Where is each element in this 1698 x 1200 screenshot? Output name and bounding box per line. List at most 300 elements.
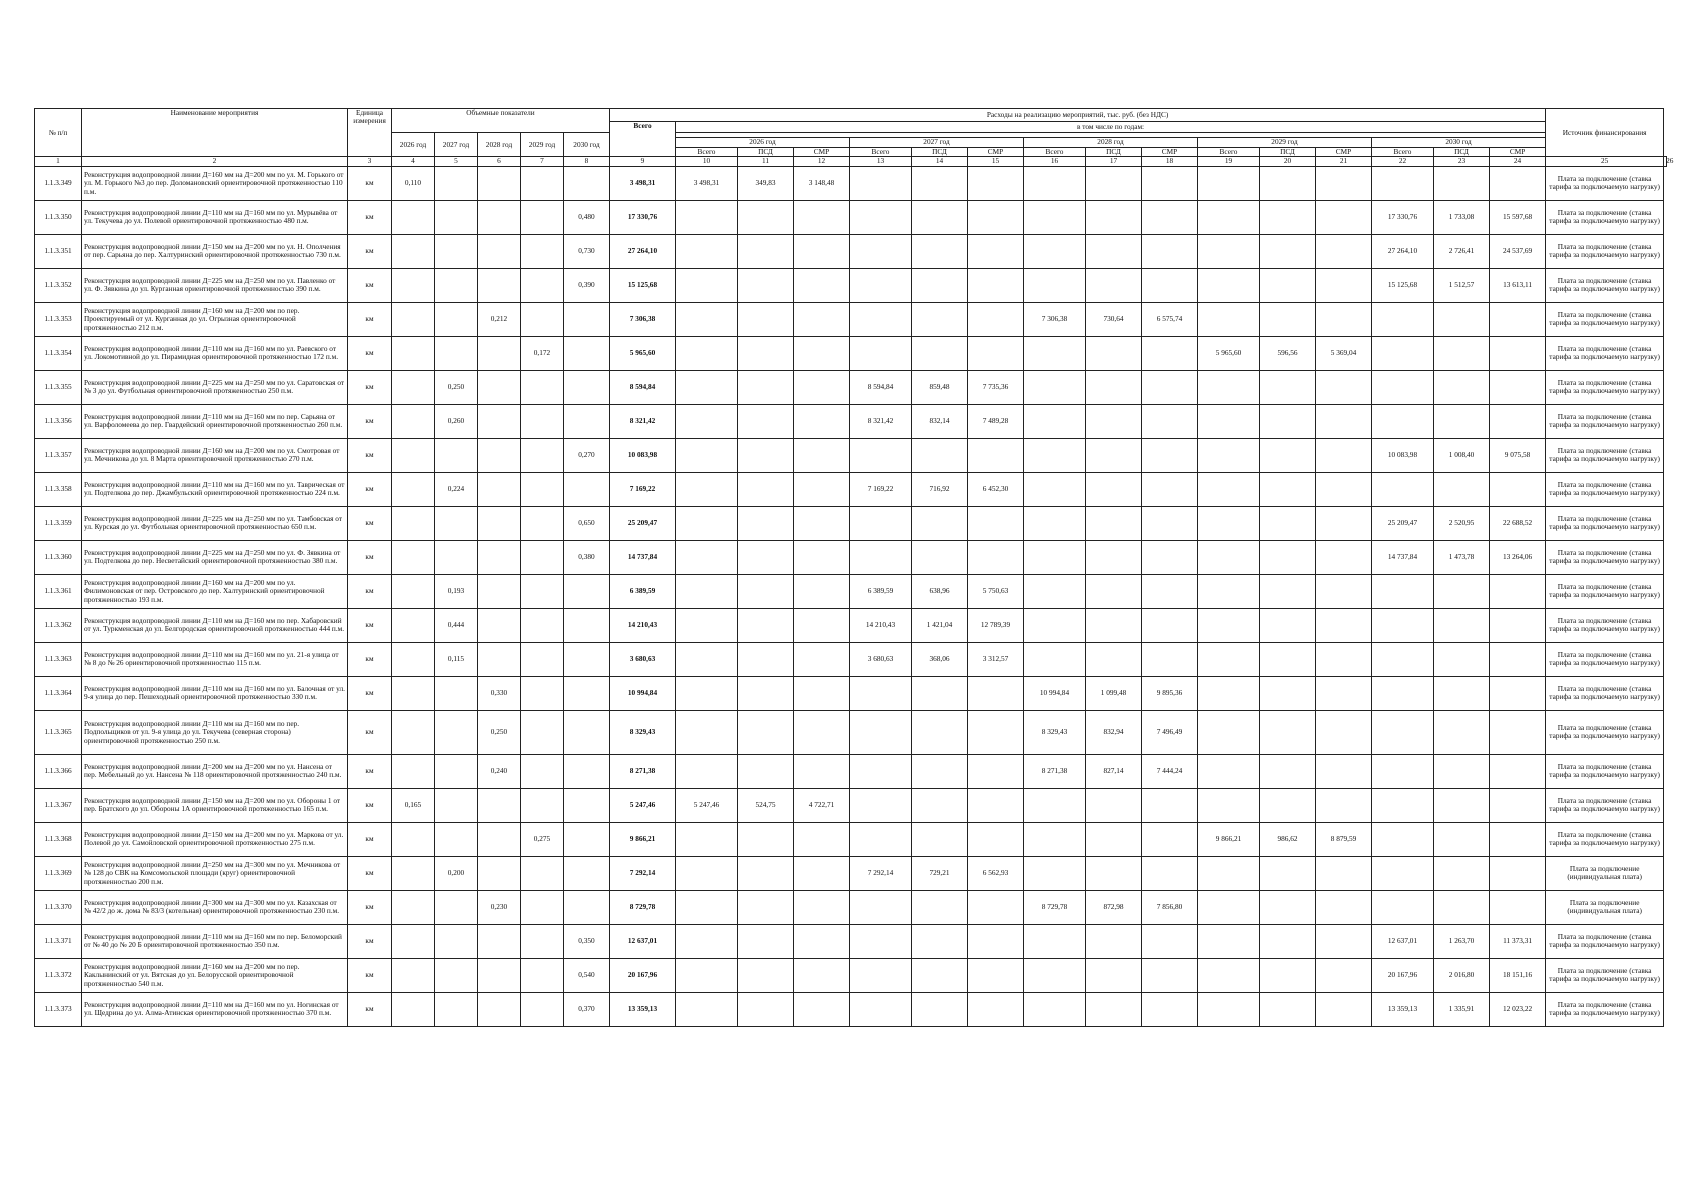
row-cost xyxy=(1372,754,1434,788)
row-cost xyxy=(1372,574,1434,608)
row-cost xyxy=(1260,438,1316,472)
row-cost xyxy=(1024,608,1086,642)
row-volume xyxy=(564,788,610,822)
row-cost xyxy=(738,302,794,336)
row-cost xyxy=(1316,856,1372,890)
row-cost xyxy=(1260,540,1316,574)
row-cost xyxy=(1142,166,1198,200)
row-volume xyxy=(435,788,478,822)
row-unit: км xyxy=(348,472,392,506)
row-cost xyxy=(1372,166,1434,200)
row-cost xyxy=(912,302,968,336)
row-cost xyxy=(1260,958,1316,992)
header-cost-year-2028: 2028 год xyxy=(1024,138,1198,148)
row-cost xyxy=(794,856,850,890)
row-cost xyxy=(1434,472,1490,506)
row-cost xyxy=(912,992,968,1026)
row-cost: 6 575,74 xyxy=(1142,302,1198,336)
row-cost: 1 512,57 xyxy=(1434,268,1490,302)
row-cost xyxy=(1260,200,1316,234)
row-cost xyxy=(1316,992,1372,1026)
investment-program-table xyxy=(34,108,1674,1027)
row-cost xyxy=(1372,676,1434,710)
row-cost xyxy=(676,302,738,336)
row-cost xyxy=(676,438,738,472)
row-cost: 7 735,36 xyxy=(968,370,1024,404)
row-cost: 8 594,84 xyxy=(850,370,912,404)
header-num: № п/п xyxy=(35,109,82,157)
row-volume xyxy=(392,472,435,506)
row-financing: Плата за подключение (ставка тарифа за подключаемую нагрузку) xyxy=(1546,166,1664,200)
row-id: 1.1.3.367 xyxy=(35,788,82,822)
row-cost xyxy=(794,676,850,710)
row-volume xyxy=(521,754,564,788)
row-volume xyxy=(478,336,521,370)
row-cost xyxy=(676,642,738,676)
row-cost xyxy=(1198,574,1260,608)
header-sub-total-1: Всего xyxy=(850,148,912,157)
row-cost: 596,56 xyxy=(1260,336,1316,370)
table-row xyxy=(35,302,1667,336)
row-cost xyxy=(1198,166,1260,200)
row-cost xyxy=(1198,754,1260,788)
row-name: Реконструкция водопроводной линии Д=300 мм на Д=300 мм по ул. Казахская от № 42/2 до ж. дома № 83/3 (котельная) ориентировочной протяженностью 230 п.м. xyxy=(82,890,348,924)
row-cost xyxy=(676,540,738,574)
row-cost xyxy=(794,642,850,676)
row-cost xyxy=(850,710,912,754)
row-unit: км xyxy=(348,370,392,404)
row-cost: 24 537,69 xyxy=(1490,234,1546,268)
row-cost xyxy=(1260,856,1316,890)
row-cost xyxy=(912,268,968,302)
row-cost xyxy=(850,992,912,1026)
row-total: 20 167,96 xyxy=(610,958,676,992)
row-cost: 1 263,70 xyxy=(1434,924,1490,958)
row-cost xyxy=(1260,506,1316,540)
row-cost xyxy=(794,540,850,574)
row-cost: 13 264,06 xyxy=(1490,540,1546,574)
table-row xyxy=(35,856,1667,890)
row-unit: км xyxy=(348,754,392,788)
row-cost: 1 733,08 xyxy=(1434,200,1490,234)
row-name: Реконструкция водопроводной линии Д=160 мм на Д=200 мм по ул. Филимоновская от пер. Островского до пер. Халтуринский ориентировочной протяженностью 193 п.м. xyxy=(82,574,348,608)
header-year-2026: 2026 год xyxy=(392,133,435,157)
row-cost xyxy=(676,924,738,958)
row-volume: 0,380 xyxy=(564,540,610,574)
row-cost xyxy=(1372,370,1434,404)
header-sub-psd-2: ПСД xyxy=(1086,148,1142,157)
row-cost: 638,96 xyxy=(912,574,968,608)
row-volume: 0,370 xyxy=(564,992,610,1026)
row-cost xyxy=(850,200,912,234)
table-row xyxy=(35,438,1667,472)
row-cost xyxy=(676,856,738,890)
row-cost xyxy=(1142,608,1198,642)
row-cost xyxy=(968,268,1024,302)
row-volume xyxy=(392,506,435,540)
row-volume: 0,444 xyxy=(435,608,478,642)
row-cost xyxy=(912,200,968,234)
row-cost xyxy=(676,370,738,404)
row-volume xyxy=(521,200,564,234)
row-unit: км xyxy=(348,404,392,438)
header-by-years: в том числе по годам: xyxy=(676,122,1546,133)
row-volume xyxy=(435,676,478,710)
row-volume xyxy=(564,404,610,438)
row-financing: Плата за подключение (ставка тарифа за подключаемую нагрузку) xyxy=(1546,200,1664,234)
row-total: 5 965,60 xyxy=(610,336,676,370)
table-row xyxy=(35,608,1667,642)
row-cost xyxy=(1142,642,1198,676)
row-cost xyxy=(676,822,738,856)
row-cost xyxy=(1260,166,1316,200)
row-volume: 0,115 xyxy=(435,642,478,676)
row-cost xyxy=(1198,642,1260,676)
row-cost xyxy=(1198,856,1260,890)
row-cost xyxy=(1316,200,1372,234)
row-cost xyxy=(1142,822,1198,856)
table-row xyxy=(35,788,1667,822)
row-total: 14 737,84 xyxy=(610,540,676,574)
row-volume xyxy=(478,788,521,822)
row-id: 1.1.3.353 xyxy=(35,302,82,336)
col-number: 16 xyxy=(1024,157,1086,166)
row-financing: Плата за подключение (ставка тарифа за подключаемую нагрузку) xyxy=(1546,472,1664,506)
row-volume xyxy=(392,822,435,856)
row-cost xyxy=(1024,642,1086,676)
col-number: 6 xyxy=(478,157,521,166)
row-total: 8 329,43 xyxy=(610,710,676,754)
row-cost xyxy=(1142,438,1198,472)
row-cost xyxy=(1086,540,1142,574)
row-cost: 3 148,48 xyxy=(794,166,850,200)
row-cost xyxy=(676,506,738,540)
row-cost xyxy=(1086,200,1142,234)
table-row xyxy=(35,336,1667,370)
row-cost xyxy=(1260,676,1316,710)
col-number: 26 xyxy=(1664,157,1667,166)
row-cost xyxy=(1316,710,1372,754)
col-number: 9 xyxy=(610,157,676,166)
header-sub-smr-2: СМР xyxy=(1142,148,1198,157)
row-cost xyxy=(912,506,968,540)
row-cost xyxy=(1490,822,1546,856)
row-cost xyxy=(968,710,1024,754)
row-cost xyxy=(1316,268,1372,302)
row-volume xyxy=(478,540,521,574)
row-id: 1.1.3.356 xyxy=(35,404,82,438)
row-volume xyxy=(521,166,564,200)
row-cost xyxy=(1024,822,1086,856)
row-cost xyxy=(1142,856,1198,890)
row-volume xyxy=(478,370,521,404)
row-cost xyxy=(850,822,912,856)
table-row xyxy=(35,540,1667,574)
row-total: 8 729,78 xyxy=(610,890,676,924)
row-cost xyxy=(912,958,968,992)
row-cost xyxy=(1086,336,1142,370)
row-cost xyxy=(968,200,1024,234)
row-cost: 5 965,60 xyxy=(1198,336,1260,370)
row-total: 8 321,42 xyxy=(610,404,676,438)
row-cost xyxy=(738,890,794,924)
row-cost xyxy=(912,788,968,822)
col-number: 7 xyxy=(521,157,564,166)
row-cost xyxy=(1198,506,1260,540)
row-cost xyxy=(1434,642,1490,676)
row-cost xyxy=(912,234,968,268)
row-id: 1.1.3.373 xyxy=(35,992,82,1026)
row-cost xyxy=(1316,642,1372,676)
row-volume xyxy=(478,822,521,856)
row-id: 1.1.3.372 xyxy=(35,958,82,992)
row-volume xyxy=(435,754,478,788)
row-cost xyxy=(1086,370,1142,404)
table-row xyxy=(35,166,1667,200)
row-cost xyxy=(1372,822,1434,856)
row-cost xyxy=(968,336,1024,370)
row-cost xyxy=(1490,676,1546,710)
row-cost xyxy=(850,958,912,992)
row-cost xyxy=(738,754,794,788)
row-name: Реконструкция водопроводной линии Д=160 мм на Д=200 мм по пер. Каклынинский от ул. Вятская до ул. Белорусской ориентировочной протяженностью 540 п.м. xyxy=(82,958,348,992)
header-sub-total-3: Всего xyxy=(1198,148,1260,157)
row-cost xyxy=(738,200,794,234)
row-cost: 10 083,98 xyxy=(1372,438,1434,472)
row-cost xyxy=(1260,472,1316,506)
row-volume xyxy=(564,472,610,506)
row-volume xyxy=(392,336,435,370)
header-year-2027: 2027 год xyxy=(435,133,478,157)
header-source: Источник финансирования xyxy=(1546,109,1664,157)
row-cost xyxy=(1372,404,1434,438)
row-cost xyxy=(1434,676,1490,710)
row-cost xyxy=(794,992,850,1026)
row-volume xyxy=(392,710,435,754)
row-cost xyxy=(1142,268,1198,302)
row-name: Реконструкция водопроводной линии Д=200 мм на Д=200 мм по ул. Нансена от пер. Мебельный до ул. Нансена № 118 ориентировочной протяженностью 240 п.м. xyxy=(82,754,348,788)
row-name: Реконструкция водопроводной линии Д=160 мм на Д=200 мм по ул. М. Горького от ул. М. Горького №3 до пер. Доломановский ориентировочной протяженностью 110 п.м. xyxy=(82,166,348,200)
row-volume xyxy=(564,336,610,370)
row-cost xyxy=(1086,574,1142,608)
row-cost xyxy=(1316,924,1372,958)
row-unit: км xyxy=(348,574,392,608)
row-volume xyxy=(435,890,478,924)
row-cost xyxy=(1434,370,1490,404)
row-volume xyxy=(392,370,435,404)
row-cost: 12 637,01 xyxy=(1372,924,1434,958)
row-cost xyxy=(850,754,912,788)
row-cost xyxy=(1260,574,1316,608)
row-volume xyxy=(564,890,610,924)
row-cost xyxy=(1086,642,1142,676)
row-cost xyxy=(794,754,850,788)
row-cost xyxy=(850,890,912,924)
row-cost xyxy=(1198,788,1260,822)
row-name: Реконструкция водопроводной линии Д=225 мм на Д=250 мм по ул. Тамбовская от ул. Курская до ул. Футбольная ориентировочной протяженностью 650 п.м. xyxy=(82,506,348,540)
row-cost xyxy=(968,754,1024,788)
row-cost xyxy=(676,890,738,924)
row-volume xyxy=(521,234,564,268)
row-id: 1.1.3.371 xyxy=(35,924,82,958)
row-cost xyxy=(738,574,794,608)
row-unit: км xyxy=(348,302,392,336)
row-financing: Плата за подключение (индивидуальная плата) xyxy=(1546,890,1664,924)
row-cost xyxy=(738,336,794,370)
row-unit: км xyxy=(348,676,392,710)
row-cost xyxy=(968,166,1024,200)
row-cost xyxy=(1198,438,1260,472)
row-cost: 872,98 xyxy=(1086,890,1142,924)
row-unit: км xyxy=(348,958,392,992)
row-volume xyxy=(521,890,564,924)
row-cost xyxy=(912,438,968,472)
row-total: 9 866,21 xyxy=(610,822,676,856)
row-name: Реконструкция водопроводной линии Д=150 мм на Д=200 мм по ул. Маркова от ул. Полевой до ул. Самойловской ориентировочной протяженностью 275 п.м. xyxy=(82,822,348,856)
row-volume xyxy=(521,574,564,608)
row-cost: 7 169,22 xyxy=(850,472,912,506)
table-row xyxy=(35,754,1667,788)
row-cost xyxy=(1260,890,1316,924)
row-cost xyxy=(1490,574,1546,608)
row-volume xyxy=(564,302,610,336)
row-cost: 986,62 xyxy=(1260,822,1316,856)
row-cost xyxy=(1490,370,1546,404)
row-cost xyxy=(1024,336,1086,370)
table-row xyxy=(35,370,1667,404)
row-cost xyxy=(1372,890,1434,924)
row-cost: 2 520,95 xyxy=(1434,506,1490,540)
row-volume xyxy=(392,268,435,302)
row-cost xyxy=(968,822,1024,856)
row-cost xyxy=(1490,472,1546,506)
row-cost xyxy=(1086,506,1142,540)
row-volume xyxy=(392,302,435,336)
row-cost xyxy=(1490,890,1546,924)
row-volume xyxy=(435,992,478,1026)
col-number: 13 xyxy=(850,157,912,166)
row-volume: 0,730 xyxy=(564,234,610,268)
row-cost xyxy=(1316,472,1372,506)
row-id: 1.1.3.352 xyxy=(35,268,82,302)
row-unit: км xyxy=(348,234,392,268)
row-cost xyxy=(1198,370,1260,404)
row-financing: Плата за подключение (ставка тарифа за подключаемую нагрузку) xyxy=(1546,958,1664,992)
row-cost xyxy=(1434,166,1490,200)
row-total: 14 210,43 xyxy=(610,608,676,642)
row-volume: 0,650 xyxy=(564,506,610,540)
row-unit: км xyxy=(348,856,392,890)
table-row xyxy=(35,642,1667,676)
row-cost xyxy=(738,676,794,710)
row-volume: 0,172 xyxy=(521,336,564,370)
row-name: Реконструкция водопроводной линии Д=110 мм на Д=160 мм по ул. 21-я улица от № 8 до № 26 ориентировочной протяженностью 115 п.м. xyxy=(82,642,348,676)
row-cost: 17 330,76 xyxy=(1372,200,1434,234)
row-cost: 14 210,43 xyxy=(850,608,912,642)
row-cost xyxy=(1260,234,1316,268)
row-cost xyxy=(1316,166,1372,200)
row-cost: 15 125,68 xyxy=(1372,268,1434,302)
row-cost: 7 292,14 xyxy=(850,856,912,890)
row-cost xyxy=(1434,336,1490,370)
row-cost xyxy=(676,472,738,506)
row-id: 1.1.3.368 xyxy=(35,822,82,856)
row-name: Реконструкция водопроводной линии Д=150 мм на Д=200 мм по ул. Н. Ополчения от пер. Сарьяна до пер. Халтуринский ориентировочной протяженностью 730 п.м. xyxy=(82,234,348,268)
row-cost xyxy=(1024,472,1086,506)
row-cost: 12 789,39 xyxy=(968,608,1024,642)
row-id: 1.1.3.369 xyxy=(35,856,82,890)
row-volume: 0,200 xyxy=(435,856,478,890)
row-cost xyxy=(1142,958,1198,992)
row-cost xyxy=(1024,404,1086,438)
row-id: 1.1.3.361 xyxy=(35,574,82,608)
col-number: 4 xyxy=(392,157,435,166)
row-cost xyxy=(1142,472,1198,506)
row-cost xyxy=(1086,438,1142,472)
header-cost-year-2027: 2027 год xyxy=(850,138,1024,148)
row-cost xyxy=(1086,924,1142,958)
row-unit: км xyxy=(348,992,392,1026)
row-name: Реконструкция водопроводной линии Д=160 мм на Д=200 мм по пер. Проектируемый от ул. Курганная до ул. Огрызная ориентировочной протяженностью 212 п.м. xyxy=(82,302,348,336)
row-cost xyxy=(676,754,738,788)
row-cost xyxy=(1316,754,1372,788)
row-unit: км xyxy=(348,822,392,856)
row-cost xyxy=(676,234,738,268)
row-name: Реконструкция водопроводной линии Д=110 мм на Д=160 мм по пер. Подпольщиков от ул. 9-я улица до ул. Текучева (северная сторона) ориентировочной протяженностью 250 п.м. xyxy=(82,710,348,754)
row-cost xyxy=(1372,856,1434,890)
col-number: 17 xyxy=(1086,157,1142,166)
row-cost: 9 866,21 xyxy=(1198,822,1260,856)
row-total: 10 083,98 xyxy=(610,438,676,472)
row-cost xyxy=(1434,890,1490,924)
row-cost xyxy=(1260,302,1316,336)
col-number: 15 xyxy=(968,157,1024,166)
row-volume xyxy=(435,822,478,856)
row-cost xyxy=(850,166,912,200)
row-volume: 0,212 xyxy=(478,302,521,336)
row-cost xyxy=(1316,438,1372,472)
header-sub-smr-0: СМР xyxy=(794,148,850,157)
row-cost xyxy=(794,574,850,608)
row-volume xyxy=(435,438,478,472)
row-unit: км xyxy=(348,642,392,676)
row-cost xyxy=(1198,404,1260,438)
table-row xyxy=(35,890,1667,924)
header-cost-year-2026: 2026 год xyxy=(676,138,850,148)
row-name: Реконструкция водопроводной линии Д=160 мм на Д=200 мм по ул. Смотровая от ул. Мечникова до ул. 8 Марта ориентировочной протяженностью 270 п.м. xyxy=(82,438,348,472)
row-cost: 14 737,84 xyxy=(1372,540,1434,574)
row-volume xyxy=(435,958,478,992)
table-row xyxy=(35,268,1667,302)
header-volumes: Объемные показатели xyxy=(392,109,610,133)
row-cost xyxy=(1490,710,1546,754)
row-unit: км xyxy=(348,506,392,540)
row-cost xyxy=(1086,608,1142,642)
row-name: Реконструкция водопроводной линии Д=150 мм на Д=200 мм по ул. Обороны 1 от пер. Братского до ул. Обороны 1А ориентировочной протяженностью 165 п.м. xyxy=(82,788,348,822)
row-cost: 8 329,43 xyxy=(1024,710,1086,754)
row-cost xyxy=(850,924,912,958)
row-financing: Плата за подключение (ставка тарифа за подключаемую нагрузку) xyxy=(1546,710,1664,754)
row-id: 1.1.3.366 xyxy=(35,754,82,788)
row-cost xyxy=(912,166,968,200)
row-total: 27 264,10 xyxy=(610,234,676,268)
row-volume xyxy=(478,856,521,890)
col-number: 2 xyxy=(82,157,348,166)
row-financing: Плата за подключение (индивидуальная плата) xyxy=(1546,856,1664,890)
row-volume xyxy=(564,856,610,890)
row-cost: 3 498,31 xyxy=(676,166,738,200)
row-cost xyxy=(1086,268,1142,302)
